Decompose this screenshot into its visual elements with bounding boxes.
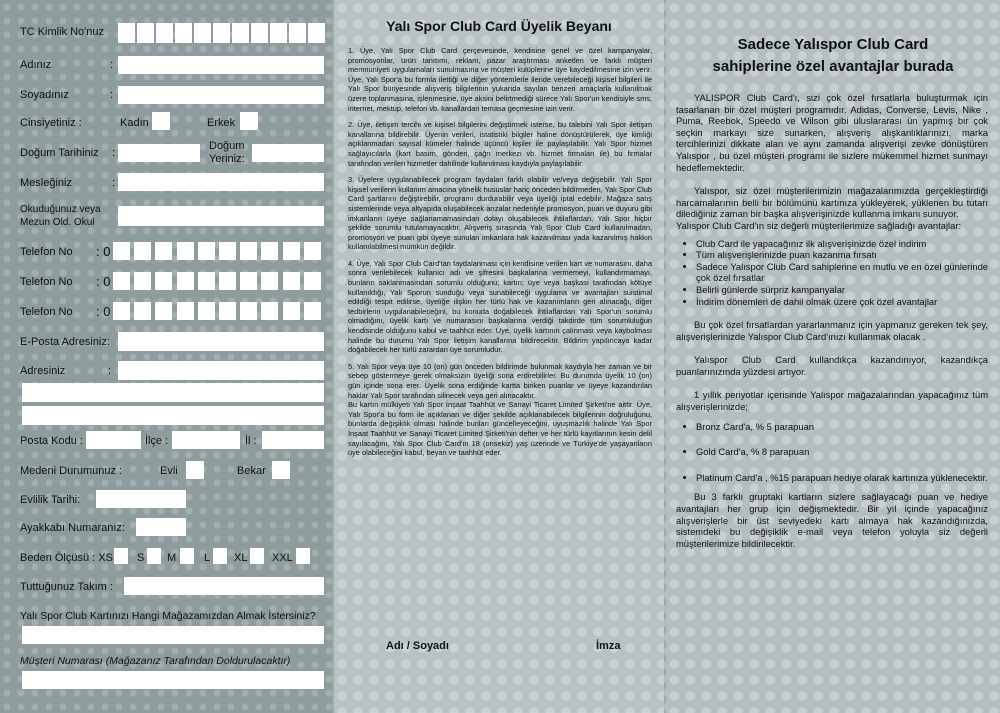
adres-colon: :: [108, 365, 112, 377]
tc-digit-box[interactable]: [137, 23, 154, 43]
membership-declaration-panel: [334, 0, 664, 713]
tc-digit-box[interactable]: [175, 23, 192, 43]
tc-digit-box[interactable]: [232, 23, 249, 43]
benefits-intro: YALISPOR Club Card'ı, sizi çok özel fırsatlarla buluşturmak için tasarlanan bir özel müşteri programıdır. Adidas, Converse, Levis, Nike , Puma, Reebok, Speedo ve Wilson gibi uluslararası ün yapmış bir çok seçkin markayı size sunarken, alışveriş alışkanlıklarınızı, marka tercihlerinizi dikkate alan ve aynı zamanda alışverişi zevke dönüştüren Yalıspor , bu özel müşteri programı ile sizlere mükemmel hizmet sunmayı hedeflemektedir.: [676, 92, 988, 173]
signature-label: İmza: [596, 640, 621, 652]
telefon-digit-box[interactable]: [134, 242, 151, 260]
benefits-title: [666, 34, 1000, 78]
okul-label-1: Okuduğunuz veya: [20, 204, 101, 215]
telefon-digit-box[interactable]: [283, 302, 300, 320]
tc-digit-box[interactable]: [213, 23, 230, 43]
benefit-item: • Club Card ile yapacağınız ilk alışverişinizde özel indirim: [696, 238, 988, 250]
eposta-input[interactable]: [118, 332, 324, 351]
takim-label: Tuttuğunuz Takım :: [20, 581, 113, 593]
telefon-prefix-2: : 0: [96, 274, 111, 289]
telefon-digit-box[interactable]: [304, 242, 321, 260]
beden-label: Beden Ölçüsü : XS: [20, 552, 113, 564]
benefits-paragraph-2: Yalıspor, siz özel müşterilerimizin mağazalarımızda gerçekleştirdiği harcamalarının belli bir bölümünü kartınıza yükleyerek, yüklenen bu tutarı dilediğiniz zaman bir başka alışverişinizde kullanma imkanı sunuyor.: [676, 185, 988, 220]
tc-digit-box[interactable]: [308, 23, 325, 43]
dogum-tarihi-label: Doğum Tarihiniz: [20, 147, 99, 159]
benefit-item: • İndirim dönemleri de dahil olmak üzere çok özel avantajlar: [696, 296, 988, 308]
tier-item: • Bronz Card'a, % 5 parapuan: [696, 421, 988, 433]
size-xl-checkbox[interactable]: [250, 548, 264, 564]
meslek-label: Mesleğiniz: [20, 177, 72, 189]
evlilik-input[interactable]: [96, 490, 186, 508]
telefon-label-2: Telefon No: [20, 276, 73, 288]
declaration-text: [348, 46, 652, 465]
telefon-digit-box[interactable]: [240, 302, 257, 320]
magaza-label: Yalı Spor Club Kartınızı Hangi Mağazamızdan Almak İstersiniz?: [20, 610, 316, 622]
dogum-yeri-label-1: Doğum: [209, 140, 245, 152]
telefon-digit-box[interactable]: [113, 242, 130, 260]
declaration-title: Yalı Spor Club Card Üyelik Beyanı: [386, 18, 612, 34]
tier-item: • Platinum Card'a , %15 parapuan hediye olarak kartınıza yüklenecektir.: [696, 472, 988, 484]
benefits-paragraph-2b: Yalıspor Club Card'ın siz değerli müşterilerimize sağladığı avantajlar:: [676, 219, 962, 231]
okul-label-2: Mezun Old. Okul: [20, 217, 95, 228]
benefits-paragraph-5: 1 yıllık periyotlar içerisinde Yalıspor mağazalarından yapacağınız tüm alışverişlerinizde;: [676, 389, 988, 413]
soyad-label: Soyadınız: [20, 89, 69, 101]
declaration-paragraph-6: Bu kartın mülkiyeti Yalı Spor İnşaat Taahhüt ve Sanayi Ticaret Limited Şirketi'ne aittir. Üye, Yalı Spor'a bu form ile açıklanan ve diğer şekilde açıklanabilecek bilgilerinin doğruluğunu, bunlarda değişiklik olması halinde bunları güncelleyeceğini, uyuşmazlık halinde Yalı Spor İnşaat Taahhüt ve Sanayi Ticaret Limited Şirketi'nin defter ve her türlü kayıtlarının kesin delil sayılacağını, Yalı Spor Club Card'ın 18 (onsekiz) yaş üzerinde ve Türkiye'de yaşayanların üye olabileceğini kabul, beyan ve taahhüt eder.: [348, 400, 652, 458]
takim-input[interactable]: [124, 577, 324, 595]
telefon-label-1: Telefon No: [20, 246, 73, 258]
evlilik-label: Evlilik Tarihi:: [20, 494, 81, 506]
meslek-input[interactable]: [118, 173, 324, 191]
size-l-checkbox[interactable]: [213, 548, 227, 564]
soyad-input[interactable]: [118, 86, 324, 104]
telefon-digit-box[interactable]: [219, 242, 236, 260]
ayakkabi-label: Ayakkabı Numaranız:: [20, 522, 125, 534]
telefon-digit-box[interactable]: [177, 302, 194, 320]
declaration-paragraph-3: 3. Üyelere uygulanabilecek program faydaları farklı olabilir ve/veya değişebilir. Yalı Spor kişisel verilerin kullanım amacına yönelik hususlar hariç önceden bildirmeden, Yalı Spor Club Card şartlarını değiştirebilir, programı durdurabilir veya üyeliği iptal edebilir. Mağaza satış sistemlerinde veya altyapıda oluşabilecek arızalar nedeniyle promosyon, puan ve duyuru gibi imkanların üyeye sağlanamamasından dolayı oluşabilecek ihtilaflardan, Yalı Spor hiçbir şekilde sorumlu tutulamayacaktır. Alışveriş sırasında Yalı Spor Club Card kullanılmadan, promosyon ve puan gibi üyeye sunulan imkanlara hak kazanılması yada kazanılmış hakkın kullanılabilmesi mümkün değildir.: [348, 175, 652, 252]
declaration-paragraph-1: 1. Üye, Yalı Spor Club Card çerçevesinde, kendisine genel ve özel kampanyalar, promosyonlar, ürün tanıtımı, reklam, pazar araştırması anketleri ve farklı müşteri memnuniyeti uygulamaları sunulmasına ve müşteri kulüplerine üye kaydedilmesine izin verir. Üye, Yalı Spor'a bu formla ilettiği ve diğer yöntemlerle ileride verebileceği kişisel bilgileri ile Yalı Spor bünyesinde alışveriş bilgilerinin yukarıda sayılan benzeri amaçlarla kullanılmak üzere toplanmasına, işlenmesine, üye aksini belirtmediği sürece Yalı Spor'un kendisiyle sms, internet, mektup, telefon vb. kanallardan temasa geçmesine izin verir.: [348, 46, 652, 113]
ad-input[interactable]: [118, 56, 324, 74]
erkek-checkbox[interactable]: [240, 112, 258, 130]
size-l-label: L: [204, 552, 211, 564]
club-card-benefits-panel: [666, 0, 1000, 713]
il-label: İl :: [245, 435, 257, 447]
telefon-digit-box[interactable]: [261, 242, 278, 260]
bekar-label: Bekar: [237, 465, 266, 477]
adres-input-1[interactable]: [118, 361, 324, 380]
ayakkabi-input[interactable]: [136, 518, 186, 536]
meslek-colon: :: [112, 177, 116, 189]
telefon-digit-box[interactable]: [198, 242, 215, 260]
evli-label: Evli: [160, 465, 178, 477]
benefits-paragraph-4: Yalıspor Club Card kullandıkça kazandınıyor, kazandıkça puanlarınızında yüzdesi artıyor.: [676, 354, 988, 377]
benefit-item: • Tüm alışverişlerinizde puan kazanma fırsatı: [696, 249, 988, 261]
telefon-digit-box[interactable]: [240, 242, 257, 260]
benefits-paragraph-3: Bu çok özel fırsatlardan yararlanmanız için yapmanız gereken tek şey, alışverişlerinizde Yalıspor Club Card'ınızı kullanmak olacak .: [676, 319, 988, 342]
telefon-digit-box[interactable]: [177, 272, 194, 290]
telefon-prefix-1: : 0: [96, 244, 111, 259]
medeni-label: Medeni Durumunuz :: [20, 465, 123, 477]
soyad-colon: :: [110, 89, 114, 101]
posta-kodu-label: Posta Kodu :: [20, 435, 83, 447]
telefon-digit-box[interactable]: [304, 302, 321, 320]
telefon-digit-box[interactable]: [113, 302, 130, 320]
benefits-text: [676, 92, 988, 561]
adres-input-3[interactable]: [22, 406, 324, 425]
signature-name-label: Adı / Soyadı: [386, 640, 449, 652]
dogum-tarihi-input[interactable]: [118, 144, 200, 162]
telefon-digit-box[interactable]: [134, 272, 151, 290]
size-s-checkbox[interactable]: [147, 548, 161, 564]
tc-digit-box[interactable]: [194, 23, 211, 43]
telefon-digit-box[interactable]: [219, 302, 236, 320]
benefits-title-line-1: Sadece Yalıspor Club Card: [737, 36, 929, 53]
okul-input[interactable]: [118, 206, 324, 226]
telefon-digit-box[interactable]: [283, 242, 300, 260]
tc-digit-box[interactable]: [270, 23, 287, 43]
telefon-digit-box[interactable]: [113, 272, 130, 290]
telefon-digit-box[interactable]: [155, 302, 172, 320]
declaration-paragraph-5: 5. Yalı Spor veya üye 10 (on) gün önceden bildirimde bulunmak kaydıyla her zaman ve bir sebep göstermeye gerek olmaksızın üyeliği sona erdirebilirler. Bu durumda üyelik 10 (on) gün içinde sona erer. Üyelik sona erdiğinde kartta biriken puanlar ve üyeye kazandırılan haklar Yalı Spor tarafından silinecek veya geri alınacaktır.: [348, 361, 652, 400]
ilce-input[interactable]: [172, 431, 240, 449]
membership-form-panel: [0, 0, 332, 713]
tc-digit-box[interactable]: [251, 23, 268, 43]
tc-digit-box[interactable]: [118, 23, 135, 43]
size-xl-label: XL: [234, 552, 248, 564]
telefon-digit-box[interactable]: [261, 302, 278, 320]
telefon-digit-box[interactable]: [134, 302, 151, 320]
bekar-checkbox[interactable]: [272, 461, 290, 479]
dogum-yeri-input[interactable]: [252, 144, 324, 162]
size-m-label: M: [167, 552, 177, 564]
telefon-prefix-3: : 0: [96, 304, 111, 319]
tier-item: • Gold Card'a, % 8 parapuan: [696, 446, 988, 458]
eposta-label: E-Posta Adresiniz:: [20, 336, 110, 348]
telefon-digit-box[interactable]: [240, 272, 257, 290]
declaration-paragraph-2: 2. Üye, iletişim tercihi ve kişisel bilgilerini değiştirmek isterse, bu talebini Yalı Spor iletişim kanallarına bildirebilir. Üyenin verileri, istatistiki bilgiler haline dönüştürülerek, üye kimliği açıklanmadan sayısal kümeler halinde üçüncü kişiler ile paylaşılabilir. Yalı Spor hizmet sağlayıcılarla (kart basım, gönderi, çağrı merkezi vb. hizmet firmaları ile) bu firmalar tarafından verilen hizmetler dahilinde kullanılması kaydıyla paylaşılabilir.: [348, 120, 652, 168]
ad-label: Adınız: [20, 59, 52, 71]
size-xxl-checkbox[interactable]: [296, 548, 310, 564]
telefon-digit-box[interactable]: [155, 242, 172, 260]
benefits-list: [676, 238, 988, 308]
telefon-label-3: Telefon No: [20, 306, 73, 318]
telefon-digit-box[interactable]: [219, 272, 236, 290]
tc-digit-box[interactable]: [289, 23, 306, 43]
ilce-label: İlçe :: [145, 435, 169, 447]
cinsiyet-label: Cinsiyetiniz :: [20, 117, 82, 129]
tier-list: [676, 421, 988, 484]
ad-colon: :: [110, 59, 114, 71]
telefon-digit-box[interactable]: [261, 272, 278, 290]
benefits-paragraph-6: Bu 3 farklı gruptaki kartların sizlere sağlayacağı puan ve hediye avantajları her grup için değişmektedir. Bir yıl içinde yapacağınız alışverişlerle bir üst seviyedeki kartı almaya hak kazandığınızda, sistemdeki bu değişiklik e-mail veya telefon yoluyla siz değerli müşterilerimize bildirilecektir.: [676, 491, 988, 549]
size-xs-checkbox[interactable]: [114, 548, 128, 564]
dogum-tarihi-colon: :: [112, 147, 116, 159]
tc-label: TC Kimlik No'nuz: [20, 26, 105, 38]
size-m-checkbox[interactable]: [180, 548, 194, 564]
evli-checkbox[interactable]: [186, 461, 204, 479]
telefon-digit-box[interactable]: [155, 272, 172, 290]
benefit-item: • Belirli günlerde sürpriz kampanyalar: [696, 284, 988, 296]
musteri-label: Müşteri Numarası (Mağazanız Tarafından Doldurulacaktır): [20, 655, 291, 667]
dogum-yeri-label-2: Yeriniz:: [209, 153, 245, 165]
adres-label: Adresiniz: [20, 365, 66, 377]
posta-kodu-input[interactable]: [86, 431, 141, 449]
telefon-digit-box[interactable]: [304, 272, 321, 290]
erkek-label: Erkek: [207, 117, 236, 129]
tc-digit-box[interactable]: [156, 23, 173, 43]
size-xxl-label: XXL: [272, 552, 293, 564]
kadin-checkbox[interactable]: [152, 112, 170, 130]
telefon-digit-box[interactable]: [283, 272, 300, 290]
telefon-digit-box[interactable]: [177, 242, 194, 260]
benefit-item: • Sadece Yalıspor Club Card sahiplerine en mutlu ve en özel günlerinde çok özel fırsatlar: [696, 261, 988, 284]
size-s-label: S: [137, 552, 145, 564]
kadin-label: Kadın: [120, 117, 149, 129]
adres-input-2[interactable]: [22, 383, 324, 402]
benefits-title-line-2: sahiplerine özel avantajlar burada: [712, 58, 954, 75]
telefon-digit-box[interactable]: [198, 272, 215, 290]
il-input[interactable]: [262, 431, 324, 449]
declaration-paragraph-4: 4. Üye, Yalı Spor Club Card'tan faydalanması için kendisine verilen kart ve numarasını, daha sonra verilebilecek kullanıcı adı ve şifresini başkalarına vermemeyi, kullandırmamayı, bunların saklanmasından sorumlu olduğunu; kartın; üye veya başkası tarafından kötüye kullanıldığı, Yalı Sporun sunduğu veya sunabileceği uygulama ve avantajları suistimal edildiği tespit edilirse, üyeliğe ilişkin her türlü hak ve kazanımların geri alınacağı, diğer tedbirlerin uygulanabileceğini, bu konuda doğabilecek ihtilaflardan Yalı Spor'un sorumlu olmadığını, üyelik kartı ve numarasını başkalarına verdiği takdirde tüm sorumluluğun kendisinde olduğunu kabul ve taahhüt eder. Üye, üyelik kartının çalınması veya kaybolması halinde bu durumu Yalı Spor iletişim kanallarına bildirecektir. Bildirim yapılıncaya kadar doğabilecek her türlü zarardan üye sorumludur.: [348, 258, 652, 355]
musteri-input[interactable]: [22, 671, 324, 689]
magaza-input[interactable]: [22, 626, 324, 644]
telefon-digit-box[interactable]: [198, 302, 215, 320]
